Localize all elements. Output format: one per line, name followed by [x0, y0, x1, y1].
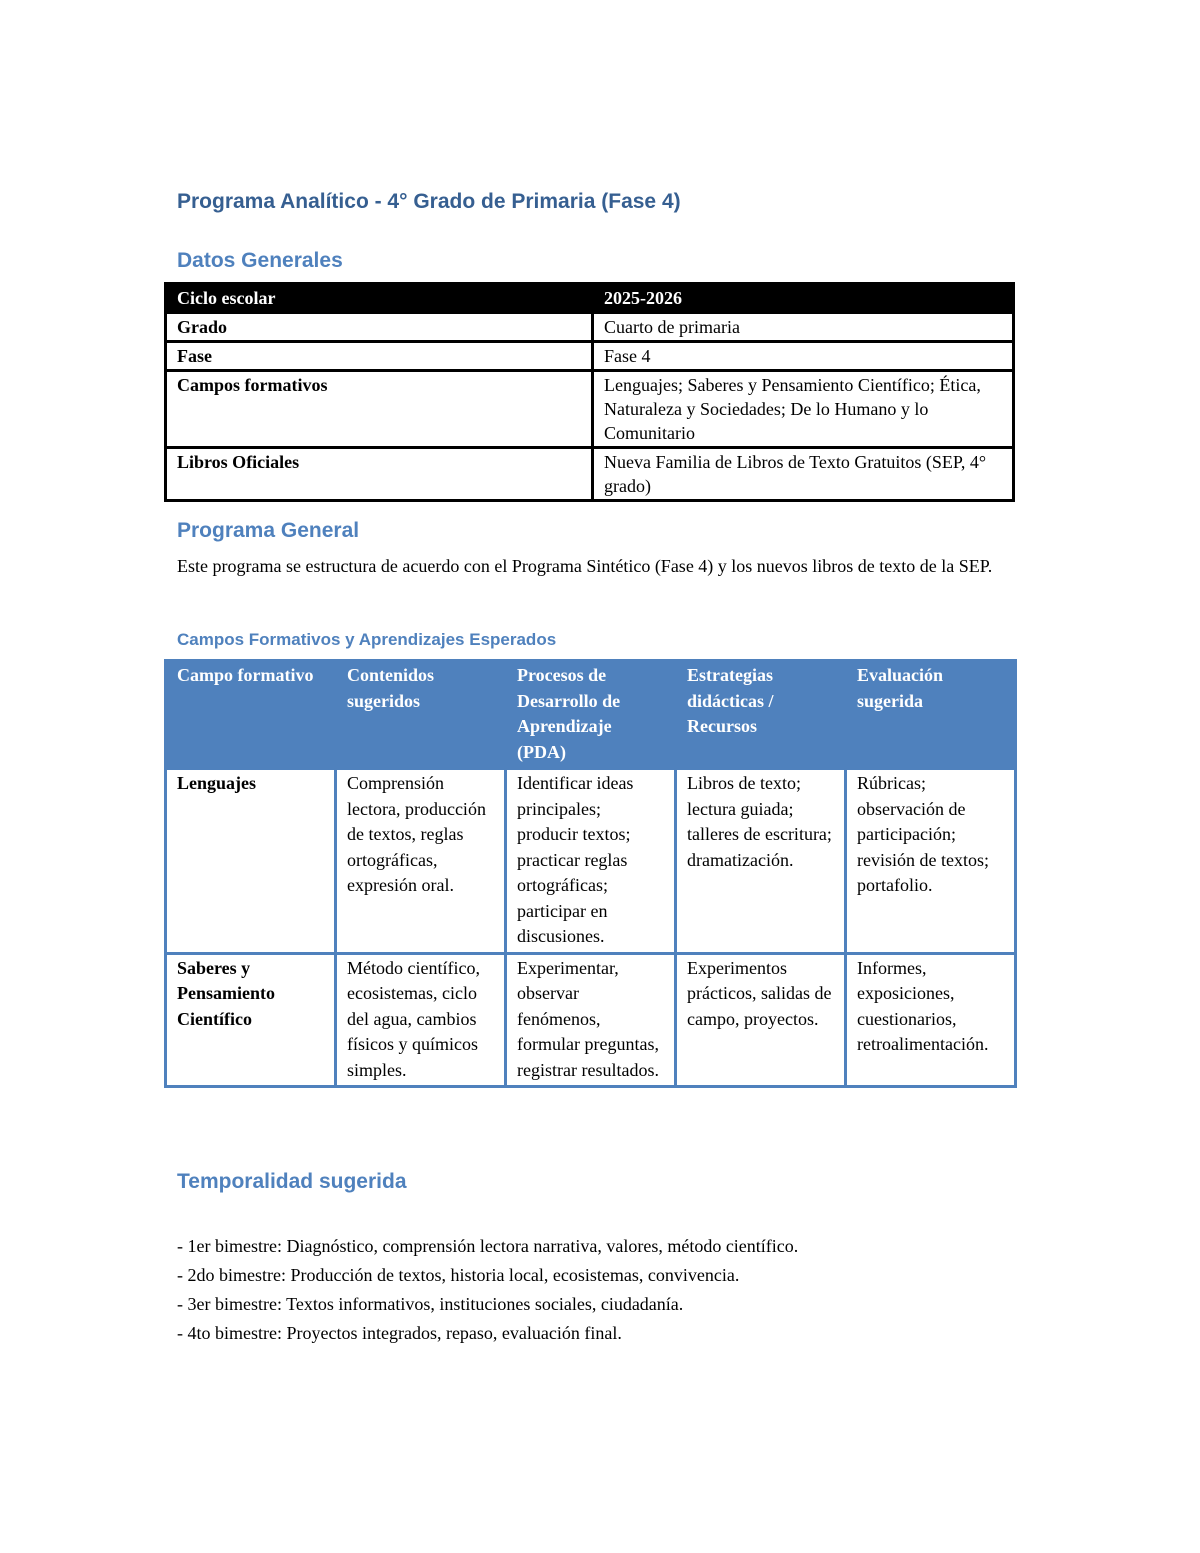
table-row — [166, 953, 1016, 1087]
table-row — [166, 284, 1014, 313]
datos-generales-table — [164, 282, 1015, 502]
column-header: Contenidos sugeridos — [336, 661, 506, 769]
table-cell-label: Ciclo escolar — [166, 284, 593, 313]
table-cell: Libros de texto; lectura guiada; talleres de escritura; dramatización. — [676, 769, 846, 954]
table-cell-label: Fase — [166, 342, 593, 371]
temporalidad-heading: Temporalidad sugerida — [177, 1170, 407, 1193]
column-header: Campo formativo — [166, 661, 336, 769]
temporalidad-list — [177, 1232, 798, 1348]
table-cell-value: Fase 4 — [593, 342, 1014, 371]
table-cell: Método científico, ecosistemas, ciclo del agua, cambios físicos y químicos simples. — [336, 953, 506, 1087]
table-row — [166, 371, 1014, 448]
table-cell: Experimentar, observar fenómenos, formular preguntas, registrar resultados. — [506, 953, 676, 1087]
list-item: - 1er bimestre: Diagnóstico, comprensión lectora narrativa, valores, método científico. — [177, 1236, 799, 1256]
table-row — [166, 448, 1014, 501]
table-header-row — [166, 661, 1016, 769]
table-cell: Identificar ideas principales; producir textos; practicar reglas ortográficas; participar en discusiones. — [506, 769, 676, 954]
table-cell: Saberes y Pensamiento Científico — [166, 953, 336, 1087]
list-item: - 2do bimestre: Producción de textos, historia local, ecosistemas, convivencia. — [177, 1265, 740, 1285]
table-cell-label: Grado — [166, 313, 593, 342]
table-row — [166, 769, 1016, 954]
campos-heading: Campos Formativos y Aprendizajes Esperados — [177, 630, 557, 649]
table-cell-value: 2025-2026 — [593, 284, 1014, 313]
datos-generales-heading: Datos Generales — [177, 249, 343, 272]
table-cell-value: Lenguajes; Saberes y Pensamiento Científico; Ética, Naturaleza y Sociedades; De lo Humano y lo Comunitario — [593, 371, 1014, 448]
column-header: Procesos de Desarrollo de Aprendizaje (PDA) — [506, 661, 676, 769]
table-cell: Rúbricas; observación de participación; revisión de textos; portafolio. — [846, 769, 1016, 954]
table-row — [166, 342, 1014, 371]
list-item: - 4to bimestre: Proyectos integrados, repaso, evaluación final. — [177, 1323, 622, 1343]
campos-table — [164, 659, 1017, 1088]
list-item: - 3er bimestre: Textos informativos, instituciones sociales, ciudadanía. — [177, 1294, 684, 1314]
programa-general-text: Este programa se estructura de acuerdo con el Programa Sintético (Fase 4) y los nuevos libros de texto de la SEP. — [177, 556, 993, 576]
table-cell: Comprensión lectora, producción de textos, reglas ortográficas, expresión oral. — [336, 769, 506, 954]
page-title: Programa Analítico - 4° Grado de Primaria (Fase 4) — [177, 190, 681, 213]
column-header: Estrategias didácticas / Recursos — [676, 661, 846, 769]
table-cell: Lenguajes — [166, 769, 336, 954]
programa-general-heading: Programa General — [177, 519, 360, 542]
table-cell-label: Campos formativos — [166, 371, 593, 448]
column-header: Evaluación sugerida — [846, 661, 1016, 769]
table-cell-value: Cuarto de primaria — [593, 313, 1014, 342]
table-cell-value: Nueva Familia de Libros de Texto Gratuitos (SEP, 4° grado) — [593, 448, 1014, 501]
table-cell: Experimentos prácticos, salidas de campo, proyectos. — [676, 953, 846, 1087]
table-cell-label: Libros Oficiales — [166, 448, 593, 501]
table-cell: Informes, exposiciones, cuestionarios, retroalimentación. — [846, 953, 1016, 1087]
table-row — [166, 313, 1014, 342]
